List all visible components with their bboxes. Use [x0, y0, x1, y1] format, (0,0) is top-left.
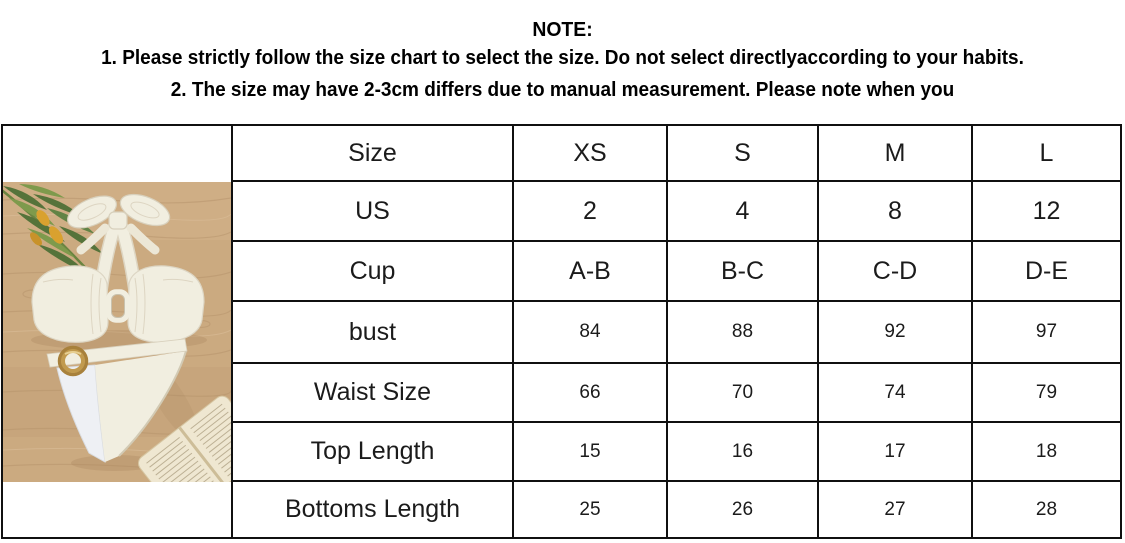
us-xs: 2	[514, 182, 668, 242]
cup-xs: A-B	[514, 242, 668, 302]
waist-l: 79	[973, 364, 1120, 423]
top-length-xs: 15	[514, 423, 668, 482]
header-size: Size	[233, 126, 514, 182]
waist-m: 74	[819, 364, 973, 423]
cup-s: B-C	[668, 242, 819, 302]
note-line-1: 1. Please strictly follow the size chart to select the size. Do not select directlyaccording to your habits.	[101, 47, 1024, 69]
note-title: NOTE:	[532, 19, 593, 41]
waist-xs: 66	[514, 364, 668, 423]
header-l: L	[973, 126, 1120, 182]
us-m: 8	[819, 182, 973, 242]
corner-cell	[3, 126, 233, 182]
note-block	[0, 18, 1125, 106]
us-l: 12	[973, 182, 1120, 242]
top-length-l: 18	[973, 423, 1120, 482]
bottoms-length-s: 26	[668, 482, 819, 537]
cup-l: D-E	[973, 242, 1120, 302]
bust-s: 88	[668, 302, 819, 364]
row-label-waist: Waist Size	[233, 364, 514, 423]
waist-s: 70	[668, 364, 819, 423]
note-line-2: 2. The size may have 2-3cm differs due to manual measurement. Please note when you	[170, 79, 955, 101]
row-label-top-length: Top Length	[233, 423, 514, 482]
row-label-us: US	[233, 182, 514, 242]
bust-l: 97	[973, 302, 1120, 364]
bikini-product-image	[3, 182, 231, 482]
header-xs: XS	[514, 126, 668, 182]
bottoms-length-m: 27	[819, 482, 973, 537]
row-label-bottoms-length: Bottoms Length	[233, 482, 514, 537]
row-label-bust: bust	[233, 302, 514, 364]
us-s: 4	[668, 182, 819, 242]
header-m: M	[819, 126, 973, 182]
product-photo	[3, 182, 233, 482]
header-s: S	[668, 126, 819, 182]
top-length-s: 16	[668, 423, 819, 482]
bust-xs: 84	[514, 302, 668, 364]
bust-m: 92	[819, 302, 973, 364]
bottoms-length-xs: 25	[514, 482, 668, 537]
top-length-m: 17	[819, 423, 973, 482]
cup-m: C-D	[819, 242, 973, 302]
row-label-cup: Cup	[233, 242, 514, 302]
footer-cell	[3, 482, 233, 537]
size-chart-table	[1, 124, 1122, 539]
bottoms-length-l: 28	[973, 482, 1120, 537]
